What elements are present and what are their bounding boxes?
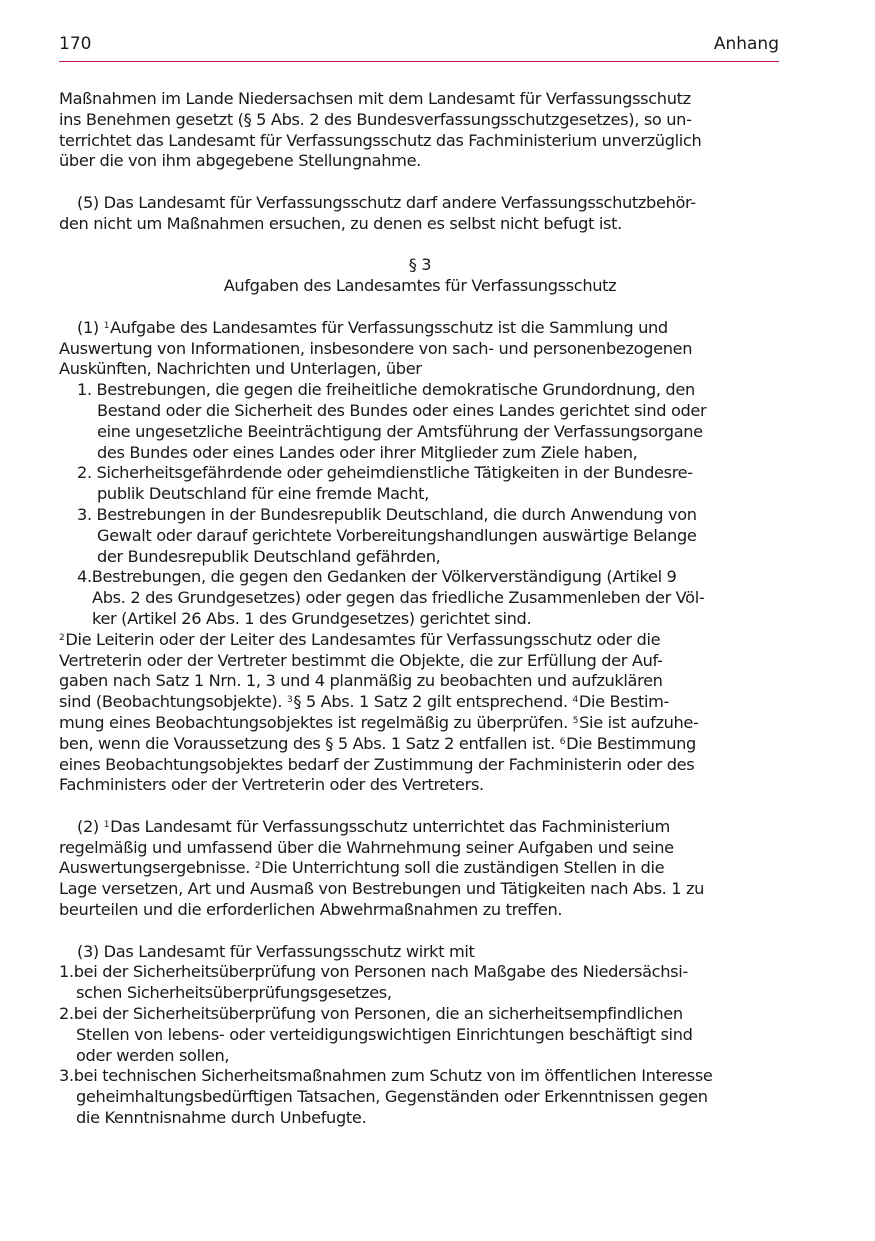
list-item: 3.bei technischen Sicherheitsmaßnahmen zum Schutz von im öffentlichen Interesse geheimhaltungsbedürftigen Tatsachen, Gegenständen oder Erkenntnissen gegen die Kenntnisnahme durch Unbefugte. <box>59 1066 713 1128</box>
list-item: 4.Bestrebungen, die gegen den Gedanken der Völkerverständigung (Artikel 9 Abs. 2 des Grundgesetzes) oder gegen das friedliche Zusammenleben der Völ- ker (Artikel 26 Abs. 1 des Grundgesetzes) gerichtet sind. <box>77 567 705 628</box>
sentence-number: 6 <box>559 736 566 747</box>
subsection-1-continuation: $^2$Die Leiterin oder der Leiter des Landesamtes für Verfassungsschutz oder die Vertreterin oder der Vertreter bestimmt die Objekte, die zur Erfüllung der Auf- gaben nach Satz 1 Nrn. 1, 3 und 4 planmäßig zu beobachten und aufzuklären sind (Beobachtungsobjekte). $^3$§ 5 Abs. 1 Satz 2 gilt entsprechend. $^4$Die Bestim- mung eines Beobachtungsobjektes ist regelmäßig zu überprüfen. $^5$Sie ist aufzuhe- ben, wenn die Voraussetzung des § 5 Abs. 1 Satz 2 entfallen ist. $^6$Die Bestimmung eines Beobachtungsobjektes bedarf der Zustimmung der Fachministerin oder des Fachministers oder der Vertreterin oder des Vertreters. <box>59 629 699 795</box>
subsection-1-list <box>59 380 781 630</box>
paragraph-5: (5) Das Landesamt für Verfassungsschutz darf andere Verfassungsschutzbehör- den nicht um Maßnahmen ersuchen, zu denen es selbst nicht befugt ist. <box>59 192 696 233</box>
subsection-1-intro: (1) $^1$Aufgabe des Landesamtes für Verfassungsschutz ist die Sammlung und Auswertung von Informationen, insbesondere von sach- und personenbezogenen Auskünften, Nachrichten und Unterlagen, über <box>59 317 693 379</box>
list-item: 1. Bestrebungen, die gegen die freiheitliche demokratische Grundordnung, den Bestand oder die Sicherheit des Bundes oder eines Landes gerichtet sind oder eine ungesetzliche Beeinträchtigung der Amtsführung der Verfassungsorgane des Bundes oder eines Landes oder ihrer Mitglieder zum Ziele haben, <box>77 380 707 462</box>
page-header <box>59 34 779 62</box>
list-item: 2.bei der Sicherheitsüberprüfung von Personen, die an sicherheitsempfindlichen Stellen von lebens- oder verteidigungswichtigen Einrichtungen beschäftigt sind oder werden sollen, <box>59 1004 693 1065</box>
list-item: 2. Sicherheitsgefährdende oder geheimdienstliche Tätigkeiten in der Bundesre- publik Deutschland für eine fremde Macht, <box>77 463 693 504</box>
document-body <box>59 89 781 1129</box>
section-title: Aufgaben des Landesamtes für Verfassungsschutz <box>223 276 617 296</box>
sentence-number: 4 <box>572 695 578 706</box>
section-number: § 3 <box>408 255 432 275</box>
running-section-title: Anhang <box>713 34 779 54</box>
subsection-2: (2) $^1$Das Landesamt für Verfassungsschutz unterrichtet das Fachministerium regelmäßig und umfassend über die Wahrnehmung seiner Aufgaben und seine Auswertungsergebnisse. $^2$Die Unterrichtung soll die zuständigen Stellen in die Lage versetzen, Art und Ausmaß von Bestrebungen und Tätigkeiten nach Abs. 1 zu beurteilen und die erforderlichen Abwehrmaßnahmen zu treffen. <box>59 816 705 920</box>
list-item: 1.bei der Sicherheitsüberprüfung von Personen nach Maßgabe des Niedersächsi- schen Sicherheitsüberprüfungsgesetzes, <box>59 962 688 1003</box>
sentence-number: 1 <box>103 320 110 331</box>
header-rule <box>59 61 779 62</box>
sentence-number: 2 <box>254 861 261 872</box>
sentence-number: 2 <box>59 632 65 643</box>
list-item: 3. Bestrebungen in der Bundesrepublik Deutschland, die durch Anwendung von Gewalt oder darauf gerichtete Vorbereitungshandlungen auswärtige Belange der Bundesrepublik Deutschland gefährden, <box>77 504 697 566</box>
paragraph-continuation: Maßnahmen im Lande Niedersachsen mit dem Landesamt für Verfassungsschutz ins Benehmen gesetzt (§ 5 Abs. 2 des Bundesverfassungsschutzgesetzes), so un- terrichtet das Landesamt für Verfassungsschutz das Fachministerium unverzüglich über die von ihm abgegebene Stellungnahme. <box>59 89 702 171</box>
section-heading <box>59 255 781 297</box>
subsection-3 <box>59 942 781 1129</box>
subsection-3-list <box>59 962 781 1128</box>
subsection-3-intro: (3) Das Landesamt für Verfassungsschutz wirkt mit <box>77 941 475 961</box>
sentence-number: 1 <box>103 819 110 830</box>
sentence-number: 5 <box>572 715 579 726</box>
page-number: 170 <box>59 34 92 54</box>
sentence-number: 3 <box>286 695 293 706</box>
subsection-1 <box>59 318 781 796</box>
